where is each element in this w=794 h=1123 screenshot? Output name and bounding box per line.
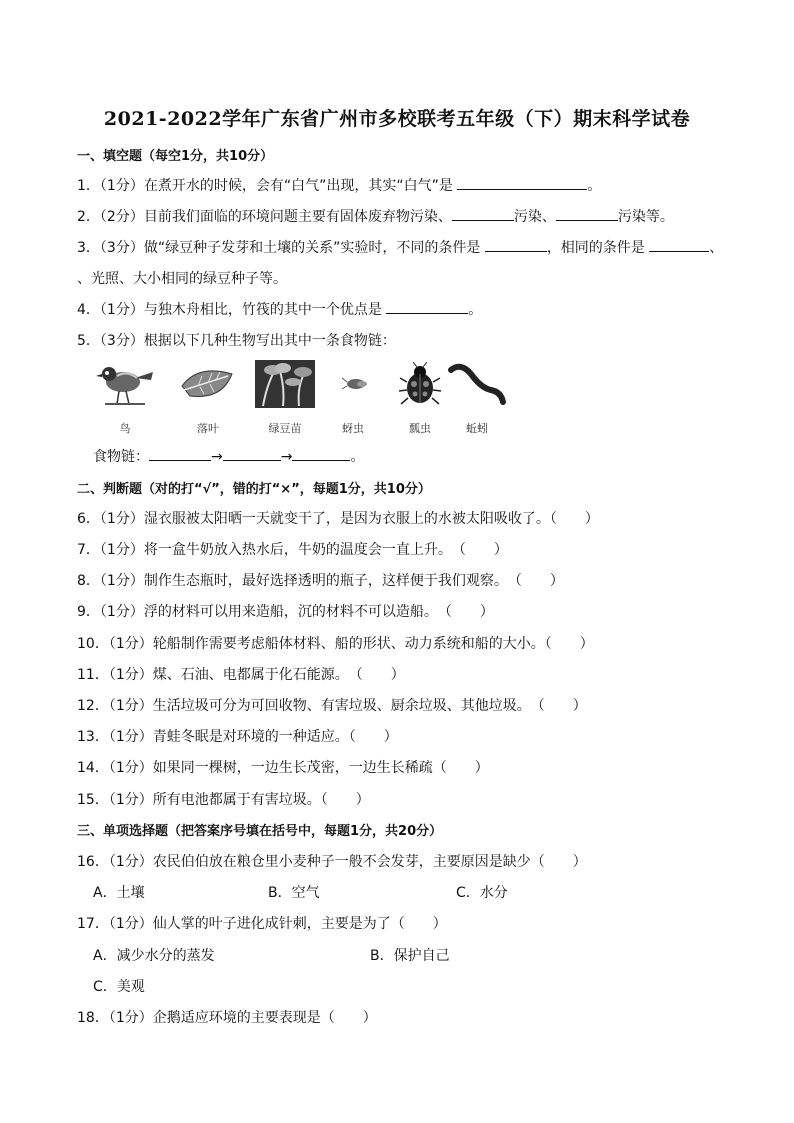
question-score: （2分）	[99, 209, 144, 225]
organism-label: 蚜虫	[342, 422, 364, 435]
question-2	[77, 206, 674, 226]
question-text: 所有电池都属于有害垃圾。（ ）	[152, 792, 370, 808]
question-11	[77, 664, 405, 684]
organism-label: 瓢虫	[409, 422, 431, 435]
question-text: 、	[709, 240, 724, 256]
answer-blank[interactable]	[386, 299, 468, 314]
question-score: （1分）	[108, 854, 153, 870]
question-punct: 。	[587, 178, 602, 194]
question-punct: 。	[350, 449, 365, 465]
aphid-image	[330, 360, 390, 408]
question-4	[77, 299, 482, 319]
question-number: 17．	[77, 916, 109, 932]
mung-bean-sprout-image	[255, 360, 315, 408]
question-text: 农民伯伯放在粮仓里小麦种子一般不会发芽，主要原因是缺少（ ）	[152, 854, 587, 870]
section-heading-fill-blank: 一、填空题（每空1分，共10分）	[77, 149, 274, 164]
option-c[interactable]: C．美观	[93, 979, 145, 995]
question-number: 16．	[77, 854, 109, 870]
question-9	[77, 601, 494, 621]
question-number: 15．	[77, 792, 109, 808]
question-text: 如果同一棵树，一边生长茂密，一边生长稀疏（ ）	[152, 760, 489, 776]
question-text: 企鹅适应环境的主要表现是（ ）	[152, 1010, 377, 1026]
question-number: 11．	[77, 667, 109, 683]
question-text: 湿衣服被太阳晒一天就变干了，是因为衣服上的水被太阳吸收了。（ ）	[143, 511, 599, 527]
question-number: 2．	[77, 209, 100, 225]
question-12	[77, 695, 587, 715]
question-text: 污染等。	[617, 209, 674, 225]
option-b[interactable]: B．保护自己	[370, 948, 450, 964]
question-text: 污染、	[513, 209, 556, 225]
question-15	[77, 789, 370, 809]
organism-label: 鸟	[119, 422, 131, 435]
question-text: 生活垃圾可分为可回收物、有害垃圾、厨余垃圾、其他垃圾。 （ ）	[152, 698, 587, 714]
option-c[interactable]: C．水分	[456, 885, 508, 901]
question-number: 8．	[77, 573, 100, 589]
arrow-icon: →	[280, 449, 293, 465]
answer-blank[interactable]	[223, 446, 281, 461]
question-text: 轮船制作需要考虑船体材料、船的形状、动力系统和船的大小。（ ）	[152, 636, 594, 652]
answer-blank[interactable]	[149, 446, 211, 461]
question-number: 18．	[77, 1010, 109, 1026]
question-score: （1分）	[108, 1010, 153, 1026]
question-number: 13．	[77, 729, 109, 745]
answer-blank[interactable]	[457, 175, 587, 190]
question-text: 煤、石油、电都属于化石能源。 （ ）	[152, 667, 405, 683]
answer-blank[interactable]	[292, 446, 350, 461]
option-b[interactable]: B．空气	[268, 885, 320, 901]
page-title: 2021-2022学年广东省广州市多校联考五年级（下）期末科学试卷	[103, 108, 691, 130]
question-number: 3．	[77, 240, 100, 256]
question-score: （1分）	[108, 916, 153, 932]
bird-image	[95, 360, 155, 408]
question-number: 6．	[77, 511, 100, 527]
option-a[interactable]: A．减少水分的蒸发	[93, 948, 215, 964]
question-18	[77, 1007, 377, 1027]
question-5	[77, 330, 396, 350]
section-heading-true-false: 二、判断题（对的打“√”，错的打“×”，每题1分，共10分）	[77, 482, 431, 497]
question-score: （1分）	[108, 636, 153, 652]
question-score: （3分）	[99, 333, 144, 349]
option-a[interactable]: A．土壤	[93, 885, 145, 901]
question-score: （1分）	[99, 178, 144, 194]
question-7	[77, 539, 508, 559]
question-score: （1分）	[99, 302, 144, 318]
food-chain-label: 食物链：	[93, 449, 149, 465]
question-score: （1分）	[99, 542, 144, 558]
question-score: （1分）	[99, 573, 144, 589]
organism-label: 落叶	[197, 422, 219, 435]
answer-blank[interactable]	[649, 237, 709, 252]
question-text: 在煮开水的时候，会有“白气”出现，其实“白气”是	[143, 178, 453, 194]
question-3	[77, 237, 723, 257]
question-number: 1．	[77, 178, 100, 194]
answer-blank[interactable]	[485, 237, 547, 252]
ladybug-image	[390, 360, 450, 408]
question-score: （1分）	[108, 698, 153, 714]
question-punct: 。	[468, 302, 483, 318]
fallen-leaf-image	[178, 360, 238, 408]
question-8	[77, 570, 564, 590]
question-1	[77, 175, 601, 195]
answer-blank[interactable]	[452, 206, 514, 221]
question-text: 青蛙冬眠是对环境的一种适应。（ ）	[152, 729, 398, 745]
question-score: （1分）	[108, 792, 153, 808]
question-number: 4．	[77, 302, 100, 318]
question-13	[77, 726, 398, 746]
answer-blank[interactable]	[556, 206, 618, 221]
arrow-icon: →	[211, 449, 223, 465]
question-text: 仙人掌的叶子进化成针刺，主要是为了（ ）	[152, 916, 447, 932]
question-number: 7．	[77, 542, 100, 558]
question-text: 制作生态瓶时，最好选择透明的瓶子，这样便于我们观察。 （ ）	[143, 573, 564, 589]
question-text: 目前我们面临的环境问题主要有固体废弃物污染、	[143, 209, 452, 225]
question-number: 14．	[77, 760, 109, 776]
question-score: （1分）	[108, 729, 153, 745]
question-text: 浮的材料可以用来造船，沉的材料不可以造船。 （ ）	[143, 604, 494, 620]
organism-label: 绿豆苗	[268, 422, 302, 435]
question-number: 12．	[77, 698, 109, 714]
question-text: 将一盒牛奶放入热水后，牛奶的温度会一直上升。 （ ）	[143, 542, 508, 558]
question-text: 根据以下几种生物写出其中一条食物链：	[143, 333, 396, 349]
organism-label: 蚯蚓	[466, 422, 488, 435]
question-text: 做“绿豆种子发芽和土壤的关系”实验时，不同的条件是	[143, 240, 481, 256]
question-text: 与独木舟相比，竹筏的其中一个优点是	[143, 302, 382, 318]
food-chain-line	[93, 446, 364, 466]
question-16	[77, 851, 587, 871]
question-10	[77, 633, 594, 653]
question-number: 5．	[77, 333, 100, 349]
question-score: （1分）	[108, 760, 153, 776]
question-score: （3分）	[99, 240, 144, 256]
question-number: 10．	[77, 636, 109, 652]
question-6	[77, 508, 599, 528]
question-number: 9．	[77, 604, 100, 620]
question-text: ，相同的条件是	[546, 240, 645, 256]
earthworm-image	[447, 360, 507, 408]
question-score: （1分）	[99, 511, 144, 527]
question-score: （1分）	[108, 667, 153, 683]
question-17	[77, 913, 447, 933]
section-heading-multiple-choice: 三、单项选择题（把答案序号填在括号中，每题1分，共20分）	[77, 824, 443, 839]
question-14	[77, 757, 489, 777]
question-3-continued: 、光照、大小相同的绿豆种子等。	[77, 271, 287, 287]
question-score: （1分）	[99, 604, 144, 620]
